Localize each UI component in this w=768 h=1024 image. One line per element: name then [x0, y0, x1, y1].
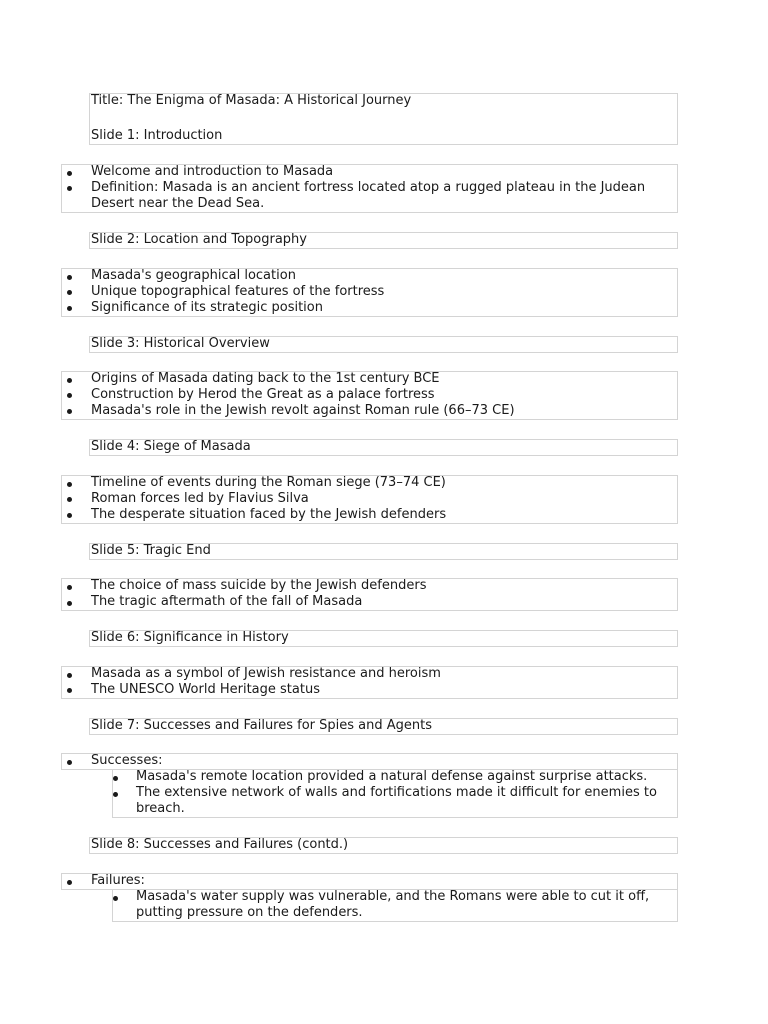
slide-4-item: Roman forces led by Flavius Silva [91, 491, 309, 506]
slide-2-item: Significance of its strategic position [91, 300, 323, 315]
slide-8-subitem: Masada's water supply was vulnerable, and the Romans were able to cut it off, [136, 889, 650, 904]
slide-1-item: Welcome and introduction to Masada [91, 164, 334, 179]
slide-3-item: Construction by Herod the Great as a palace fortress [91, 387, 435, 402]
bullet-icon [67, 171, 72, 176]
slide-4-item: The desperate situation faced by the Jewish defenders [91, 507, 447, 522]
bullet-icon [67, 306, 72, 311]
slide-1-heading: Slide 1: Introduction [91, 128, 223, 143]
slide-4-heading: Slide 4: Siege of Masada [91, 439, 251, 454]
slide-6-item: Masada as a symbol of Jewish resistance and heroism [91, 666, 441, 681]
slide-8-heading: Slide 8: Successes and Failures (contd.) [91, 837, 349, 852]
bullet-icon [67, 378, 72, 383]
bullet-icon [113, 776, 118, 781]
slide-7-subitem: Masada's remote location provided a natural defense against surprise attacks. [136, 769, 648, 784]
slide-7-subitem-continued: breach. [136, 801, 185, 816]
bullet-icon [67, 186, 72, 191]
bullet-icon [67, 497, 72, 502]
slide-7-heading: Slide 7: Successes and Failures for Spies and Agents [91, 718, 433, 733]
slide-7-label: Successes: [91, 753, 163, 768]
bullet-icon [67, 513, 72, 518]
slide-2-item: Unique topographical features of the fortress [91, 284, 385, 299]
bullet-icon [67, 880, 72, 885]
document-title: Title: The Enigma of Masada: A Historical Journey [91, 93, 412, 108]
bullet-icon [67, 275, 72, 280]
slide-1-item-continued: Desert near the Dead Sea. [91, 196, 265, 211]
slide-3-item: Masada's role in the Jewish revolt against Roman rule (66–73 CE) [91, 403, 515, 418]
slide-5-item: The tragic aftermath of the fall of Masada [91, 594, 363, 609]
slide-7-subitem: The extensive network of walls and fortifications made it difficult for enemies to [136, 785, 657, 800]
slide-2-item: Masada's geographical location [91, 268, 296, 283]
bullet-icon [113, 792, 118, 797]
slide-6-item: The UNESCO World Heritage status [91, 682, 320, 697]
slide-1-item: Definition: Masada is an ancient fortress located atop a rugged plateau in the Judean [91, 180, 646, 195]
slide-3-item: Origins of Masada dating back to the 1st century BCE [91, 371, 440, 386]
slide-4-item: Timeline of events during the Roman siege (73–74 CE) [91, 475, 446, 490]
bullet-icon [67, 482, 72, 487]
slide-3-heading: Slide 3: Historical Overview [91, 336, 270, 351]
slide-5-item: The choice of mass suicide by the Jewish defenders [91, 578, 427, 593]
bullet-icon [113, 896, 118, 901]
bullet-icon [67, 673, 72, 678]
slide-8-subitem-continued: putting pressure on the defenders. [136, 905, 363, 920]
bullet-icon [67, 585, 72, 590]
slide-8-list [61, 873, 678, 890]
bullet-icon [67, 409, 72, 414]
slide-2-heading: Slide 2: Location and Topography [91, 232, 307, 247]
bullet-icon [67, 760, 72, 765]
bullet-icon [67, 290, 72, 295]
bullet-icon [67, 393, 72, 398]
bullet-icon [67, 688, 72, 693]
slide-5-heading: Slide 5: Tragic End [91, 543, 211, 558]
bullet-icon [67, 601, 72, 606]
slide-6-heading: Slide 6: Significance in History [91, 630, 289, 645]
slide-8-label: Failures: [91, 873, 145, 888]
